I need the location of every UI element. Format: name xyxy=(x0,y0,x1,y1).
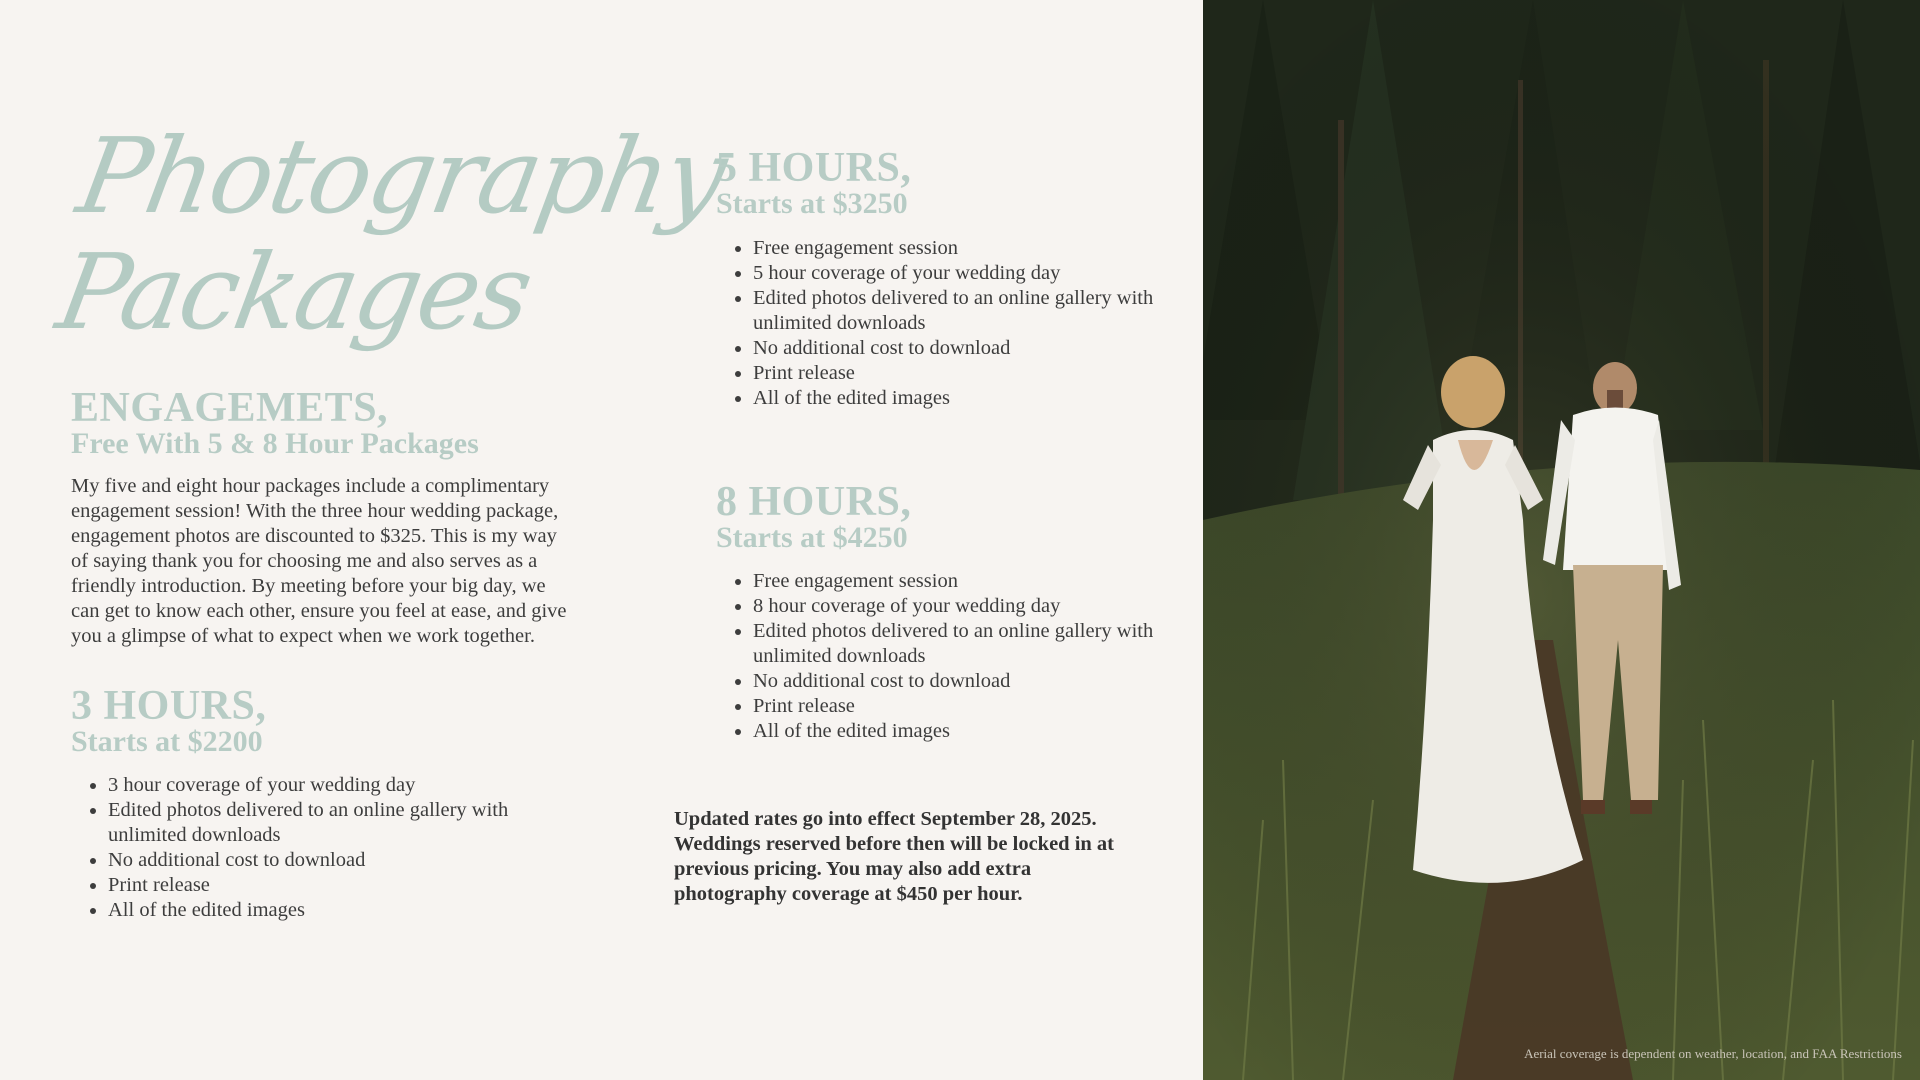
list-item: • Print release xyxy=(753,694,1173,719)
photo-caption: Aerial coverage is dependent on weather, location, and FAA Restrictions xyxy=(1524,1046,1902,1061)
engagements-heading xyxy=(71,385,479,460)
package-3-hours-heading xyxy=(71,683,267,758)
list-item: • Print release xyxy=(753,361,1173,386)
list-item: • Free engagement session xyxy=(753,569,1173,594)
package-5-hours-title: 5 HOURS, xyxy=(716,145,912,191)
couple-walking-forest-path-photo xyxy=(1203,0,1920,1080)
list-item: • Edited photos delivered to an online gallery with unlimited downloads xyxy=(753,619,1173,669)
title-line-1: Photography xyxy=(69,115,733,237)
package-5-hours-price: Starts at $3250 xyxy=(716,187,908,220)
title-line-2: Packages xyxy=(49,231,539,353)
list-item: • 3 hour coverage of your wedding day xyxy=(108,773,528,798)
package-8-hours-price: Starts at $4250 xyxy=(716,521,908,554)
engagements-title: ENGAGEMETS, xyxy=(71,385,389,431)
forest-scene-illustration xyxy=(1203,0,1920,1080)
package-3-hours-price: Starts at $2200 xyxy=(71,725,263,758)
list-item: • All of the edited images xyxy=(753,719,1173,744)
package-8-hours-title: 8 HOURS, xyxy=(716,479,912,525)
list-item: • All of the edited images xyxy=(753,386,1173,411)
package-8-hours-heading xyxy=(716,479,912,554)
list-item: • No additional cost to download xyxy=(108,848,528,873)
list-item: • Print release xyxy=(108,873,528,898)
list-item: • All of the edited images xyxy=(108,898,528,923)
package-8-hours-list xyxy=(717,569,1173,744)
pricing-update-note: Updated rates go into effect September 28, 2025. Weddings reserved before then will be locked in at previous pricing. You may also add extra photography coverage at $450 per hour. xyxy=(674,808,1114,905)
engagements-description: My five and eight hour packages include a complimentary engagement session! With the three hour wedding package, engagement photos are discounted to $325. This is my way of saying thank you for choosing me and also serves as a friendly introduction. By meeting before your big day, we can get to know each other, ensure you feel at ease, and give you a glimpse of what to expect when we work together. xyxy=(71,475,567,647)
list-item: • 5 hour coverage of your wedding day xyxy=(753,261,1173,286)
package-5-hours-heading xyxy=(716,145,912,220)
list-item: • Edited photos delivered to an online gallery with unlimited downloads xyxy=(108,798,528,848)
list-item: • No additional cost to download xyxy=(753,669,1173,694)
page-title xyxy=(49,115,733,353)
list-item: • 8 hour coverage of your wedding day xyxy=(753,594,1173,619)
package-3-hours-list xyxy=(72,773,528,923)
list-item: • Free engagement session xyxy=(753,236,1173,261)
list-item: • No additional cost to download xyxy=(753,336,1173,361)
package-5-hours-list xyxy=(717,236,1173,411)
package-3-hours-title: 3 HOURS, xyxy=(71,683,267,729)
list-item: • Edited photos delivered to an online gallery with unlimited downloads xyxy=(753,286,1173,336)
engagements-subtitle: Free With 5 & 8 Hour Packages xyxy=(71,427,479,460)
